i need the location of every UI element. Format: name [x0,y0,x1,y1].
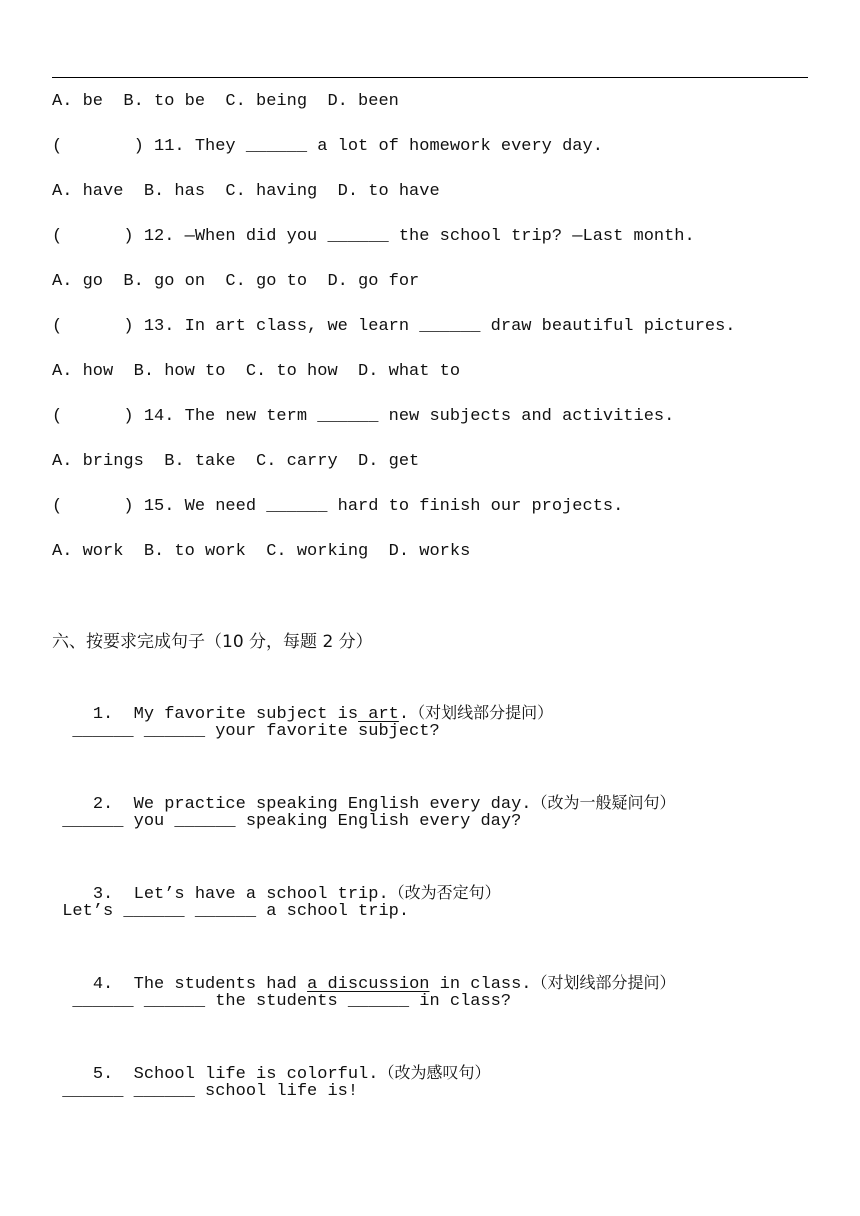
q13-stem: ( ) 13. In art class, we learn ______ draw beautiful pictures. [52,317,736,336]
q11-stem: ( ) 11. They ______ a lot of homework every day. [52,137,603,156]
s6-item-5-note: （改为感叹句） [378,1063,491,1082]
s6-item-3-answer: Let’s ______ ______ a school trip. [52,902,410,921]
s6-item-3-note: （改为否定句） [388,883,501,902]
s6-item-5 [52,1034,491,1084]
s6-item-1-underlined: art [358,705,399,724]
q12-options: A. go B. go on C. go to D. go for [52,272,420,291]
s6-item-1-note: （对划线部分提问） [409,703,554,722]
s6-item-1 [52,674,554,724]
s6-item-2-answer: ______ you ______ speaking English every day? [52,812,522,831]
s6-item-1-text: 1. My favorite subject is [92,705,359,724]
s6-item-3 [52,854,501,904]
s6-item-5-answer: ______ ______ school life is! [52,1082,359,1101]
q15-options: A. work B. to work C. working D. works [52,542,471,561]
s6-item-1-answer: ______ ______ your favorite subject? [52,722,440,741]
section-6-title: 六、按要求完成句子（10 分，每题 2 分） [52,632,373,652]
q14-options: A. brings B. take C. carry D. get [52,452,420,471]
s6-item-4-post: in class. [429,975,532,994]
s6-item-2-text: 2. We practice speaking English every day. [92,795,532,814]
q15-stem: ( ) 15. We need ______ hard to finish our projects. [52,497,624,516]
s6-item-4-note: （对划线部分提问） [531,973,676,992]
s6-item-3-text: 3. Let’s have a school trip. [92,885,389,904]
header-rule [52,77,808,78]
s6-item-2-note: （改为一般疑问句） [531,793,676,812]
s6-item-4-text: 4. The students had [92,975,308,994]
q10-options: A. be B. to be C. being D. been [52,92,399,111]
s6-item-2 [52,764,676,814]
q12-stem: ( ) 12. —When did you ______ the school trip? —Last month. [52,227,695,246]
q14-stem: ( ) 14. The new term ______ new subjects and activities. [52,407,675,426]
s6-item-1-post: . [398,705,410,724]
s6-item-5-text: 5. School life is colorful. [92,1065,379,1084]
q13-options: A. how B. how to C. to how D. what to [52,362,461,381]
s6-item-4 [52,944,676,994]
q11-options: A. have B. has C. having D. to have [52,182,440,201]
s6-item-4-answer: ______ ______ the students ______ in class? [52,992,512,1011]
s6-item-4-underlined: a discussion [307,975,430,994]
